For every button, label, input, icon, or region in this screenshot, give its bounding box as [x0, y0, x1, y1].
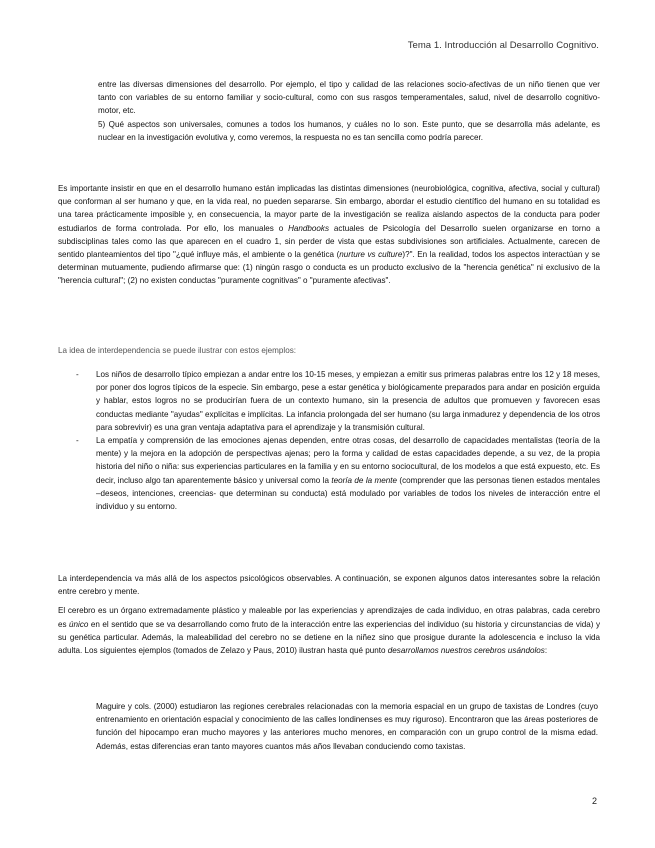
page-number: 2: [591, 796, 597, 806]
examples-lead-in: La idea de interdependencia se puede ilustrar con estos ejemplos:: [58, 346, 297, 355]
list-item-text: Los niños de desarrollo típico empiezan a andar entre los 10-15 meses, y empiezan a emitir sus primeras palabras entre los 12 y 18 meses, por poner dos logros típicos de la especie. Sin embargo, pese a estar genética y biológicamente preparados para andar en posición erguida y hablar, estos logros no se producirían fuera de un contexto humano, sin la presencia de adultos que promueven y favorecen esas conductas mediante "ayudas" explícitas e implícitas. La infancia prolongada del ser humano (su larga inmadurez y dependencia de los otros para sobrevivir) es una gran ventaja adaptativa para el aprendizaje y la transmisión cultural.: [96, 370, 600, 432]
list-item-text: La empatía y comprensión de las emociones ajenas dependen, entre otras cosas, del desarrollo de capacidades mentalistas (teoría de la mente) y la mejora en la adopción de perspectivas ajenas; pero la forma y calidad de estas capacidades depende, a su vez, de la propia historia del niño o niña: sus experiencias particulares en la familia y en su entorno sociocultural, de los modelos a que está expuesto, etc. Es decir, incluso algo tan aparentemente básico y universal como la teoría de la mente (comprender que las personas tienen estados mentales –deseos, intenciones, creencias- que determinan su conducta) está modulado por variables de todos los niveles de interacción entre el individuo y su entorno.: [96, 436, 601, 512]
bullet-dash: -: [76, 436, 79, 446]
bullet-dash: -: [76, 370, 79, 379]
maguire-example: Maguire y cols. (2000) estudiaron las regiones cerebrales relacionadas con la memoria espacial en un grupo de taxistas de Londres (cuyo entrenamiento en orientación espacial y conocimiento de las calles londinenses es muy riguroso). Encontraron que las áreas posteriores de función del hipocampo eran mucho mayores y las anteriores mucho menores, en comparación con un grupo control de la misma edad. Además, estas diferencias eran tanto mayores cuantos más años llevaban conduciendo como taxistas.: [96, 702, 598, 751]
list-item: [58, 434, 600, 513]
running-header: Tema 1. Introducción al Desarrollo Cognitivo.: [407, 40, 599, 51]
closing-block: [58, 572, 600, 657]
theory-of-mind-term: teoría de la mente: [331, 475, 398, 485]
main-text-2: actuales de Psicología del Desarrollo suelen organizarse en torno a subdisciplinas tales como las que aparecen en el cuadro 1, sin perder de vista que estas subdivisiones son artificiales. Actualmente, carecen de sentido planteamientos del tipo "¿qué influye más, el ambiente o la genética (: [58, 223, 600, 260]
interdependence-paragraph: La interdependencia va más allá de los aspectos psicológicos observables. A continuación, se exponen algunos datos interesantes sobre la relación entre cerebro y mente.: [58, 574, 600, 597]
desarrollamos-term: desarrollamos nuestros cerebros usándolos: [387, 646, 545, 656]
main-text-3: )?". En la realidad, todos los aspectos interactúan y se determinan mutuamente, pudiendo afirmarse que: (1) ningún rasgo o conducta es un producto exclusivo de la "herencia genética" ni exclusivo de la "herencia cultural"; (2) no existen conductas "puramente cognitivas" o "puramente afectivas".: [58, 250, 600, 286]
continuation-block: [58, 78, 600, 144]
point-5-paragraph: 5) Qué aspectos son universales, comunes a todos los humanos, y cuáles no lo son. Este punto, que se desarrolla más adelante, es nuclear en la investigación evolutiva y, como veremos, la respuesta no es tan sencilla como podría parecer.: [98, 119, 600, 142]
brain-paragraph: El cerebro es un órgano extremadamente plástico y maleable por las experiencias y aprendizajes de cada individuo, en otras palabras, cada cerebro es único en el sentido que se va desarrollando como fruto de la interacción entre las experiencias del individuo (su historia y circunstancias de vida) y su genética particular. Además, la maleabilidad del cerebro no se detiene en la niñez sino que prosigue durante la adolescencia e incluso la vida adulta. Los siguientes ejemplos (tomados de Zelazo y Paus, 2010) ilustran hasta qué punto desarrollamos nuestros cerebros usándolos:: [58, 606, 600, 656]
unico-term: único: [69, 619, 89, 629]
nurture-term: nurture vs culture: [339, 250, 403, 260]
main-text-1: Es importante insistir en que en el desarrollo humano están implicadas las distintas dimensiones (neurobiológica, cognitiva, afectiva, social y cultural) que conforman al ser humano y que, en la vida real, no pueden separarse. Sin embargo, abordar el estudio científico del humano en su totalidad es una tarea prácticamente imposible y, en consecuencia, la mayor parte de la investigación se realiza aislando aspectos de la conducta para poder estudiarlos de forma controlada. Por ello, los manuales o: [58, 184, 600, 233]
continuation-paragraph: entre las diversas dimensiones del desarrollo. Por ejemplo, el tipo y calidad de las relaciones socio-afectivas de un niño tienen que ver tanto con variables de su entorno familiar y socio-cultural, como con sus rasgos temperamentales, salud, nivel de desarrollo cognitivo-motor, etc.: [98, 80, 600, 116]
examples-list: [58, 368, 600, 513]
list-item: [58, 368, 600, 434]
main-paragraph: [58, 182, 600, 288]
handbooks-term: Handbooks: [288, 223, 330, 233]
